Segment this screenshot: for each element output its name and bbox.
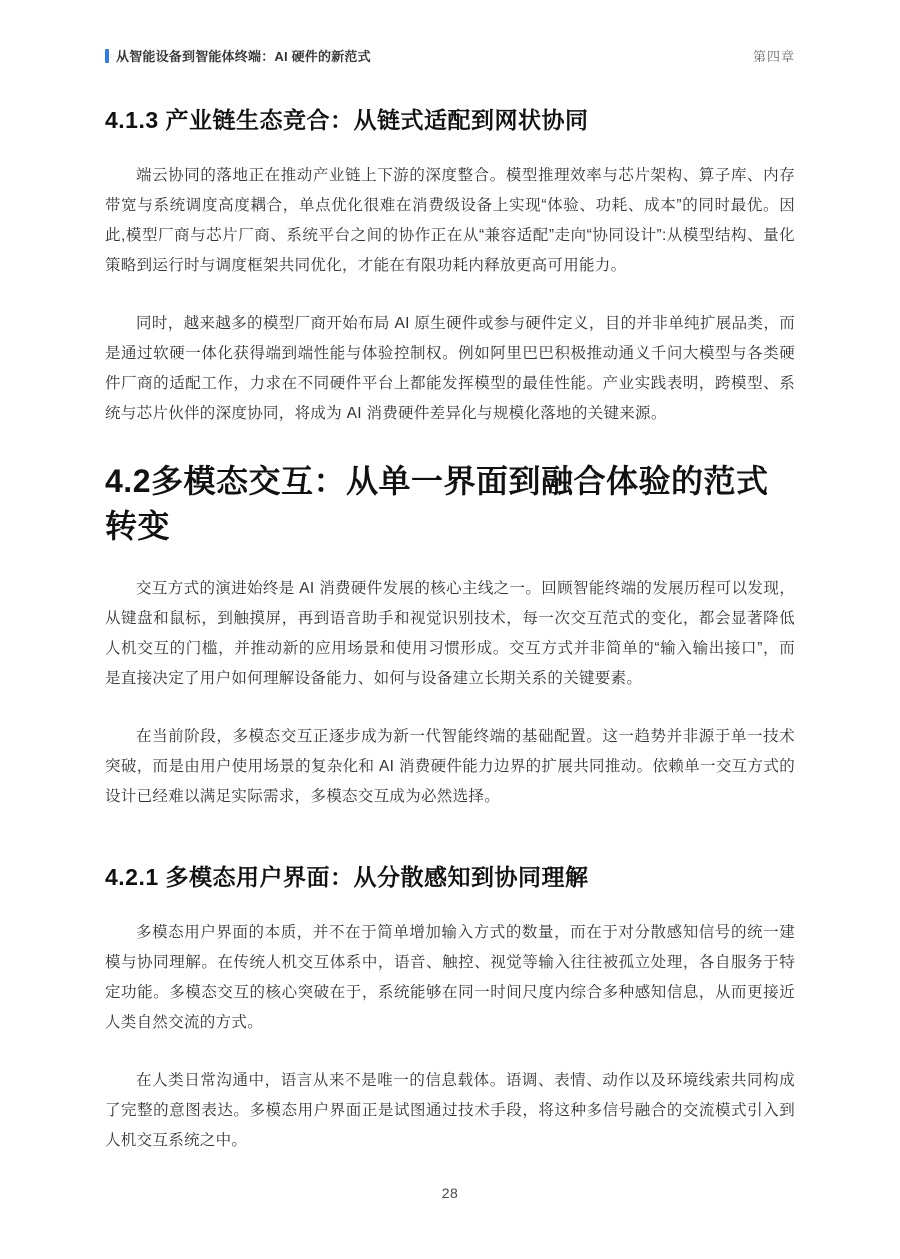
page-content [105, 105, 795, 1156]
paragraph: 同时，越来越多的模型厂商开始布局 AI 原生硬件或参与硬件定义，目的并非单纯扩展品类，而是通过软硬一体化获得端到端性能与体验控制权。例如阿里巴巴积极推动通义千问大模型与各类硬件厂商的适配工作，力求在不同硬件平台上都能发挥模型的最佳性能。产业实践表明，跨模型、系统与芯片伙伴的深度协同，将成为 AI 消费硬件差异化与规模化落地的关键来源。 [105, 315, 795, 422]
paragraph: 在当前阶段，多模态交互正逐步成为新一代智能终端的基础配置。这一趋势并非源于单一技术突破，而是由用户使用场景的复杂化和 AI 消费硬件能力边界的扩展共同推动。依赖单一交互方式的设计已经难以满足实际需求，多模态交互成为必然选择。 [105, 728, 795, 805]
running-title [105, 46, 371, 65]
section-heading-4-2: 4.2多模态交互：从单一界面到融合体验的范式转变 [105, 463, 769, 544]
paragraph: 交互方式的演进始终是 AI 消费硬件发展的核心主线之一。回顾智能终端的发展历程可以发现，从键盘和鼠标，到触摸屏，再到语音助手和视觉识别技术，每一次交互范式的变化，都会显著降低人机交互的门槛，并推动新的应用场景和使用习惯形成。交互方式并非简单的“输入输出接口”，而是直接决定了用户如何理解设备能力、如何与设备建立长期关系的关键要素。 [105, 580, 795, 687]
chapter-label: 第四章 [752, 49, 795, 64]
page-header [105, 46, 795, 65]
accent-bar-icon [105, 49, 109, 63]
section-heading-4-2-1: 4.2.1 多模态用户界面：从分散感知到协同理解 [105, 864, 589, 890]
page-number: 28 [441, 1185, 459, 1201]
paragraph: 在人类日常沟通中，语言从来不是唯一的信息载体。语调、表情、动作以及环境线索共同构成了完整的意图表达。多模态用户界面正是试图通过技术手段，将这种多信号融合的交流模式引入到人机交互系统之中。 [105, 1072, 795, 1149]
section-heading-4-1-3: 4.1.3 产业链生态竞合：从链式适配到网状协同 [105, 107, 589, 133]
paragraph: 多模态用户界面的本质，并不在于简单增加输入方式的数量，而在于对分散感知信号的统一建模与协同理解。在传统人机交互体系中，语音、触控、视觉等输入往往被孤立处理，各自服务于特定功能。多模态交互的核心突破在于，系统能够在同一时间尺度内综合多种感知信息，从而更接近人类自然交流的方式。 [105, 924, 795, 1031]
document-title: 从智能设备到智能体终端：AI 硬件的新范式 [116, 49, 371, 64]
page-footer [0, 1185, 900, 1203]
paragraph: 端云协同的落地正在推动产业链上下游的深度整合。模型推理效率与芯片架构、算子库、内存带宽与系统调度高度耦合，单点优化很难在消费级设备上实现“体验、功耗、成本”的同时最优。因此,模型厂商与芯片厂商、系统平台之间的协作正在从“兼容适配”走向“协同设计”:从模型结构、量化策略到运行时与调度框架共同优化，才能在有限功耗内释放更高可用能力。 [105, 167, 795, 274]
